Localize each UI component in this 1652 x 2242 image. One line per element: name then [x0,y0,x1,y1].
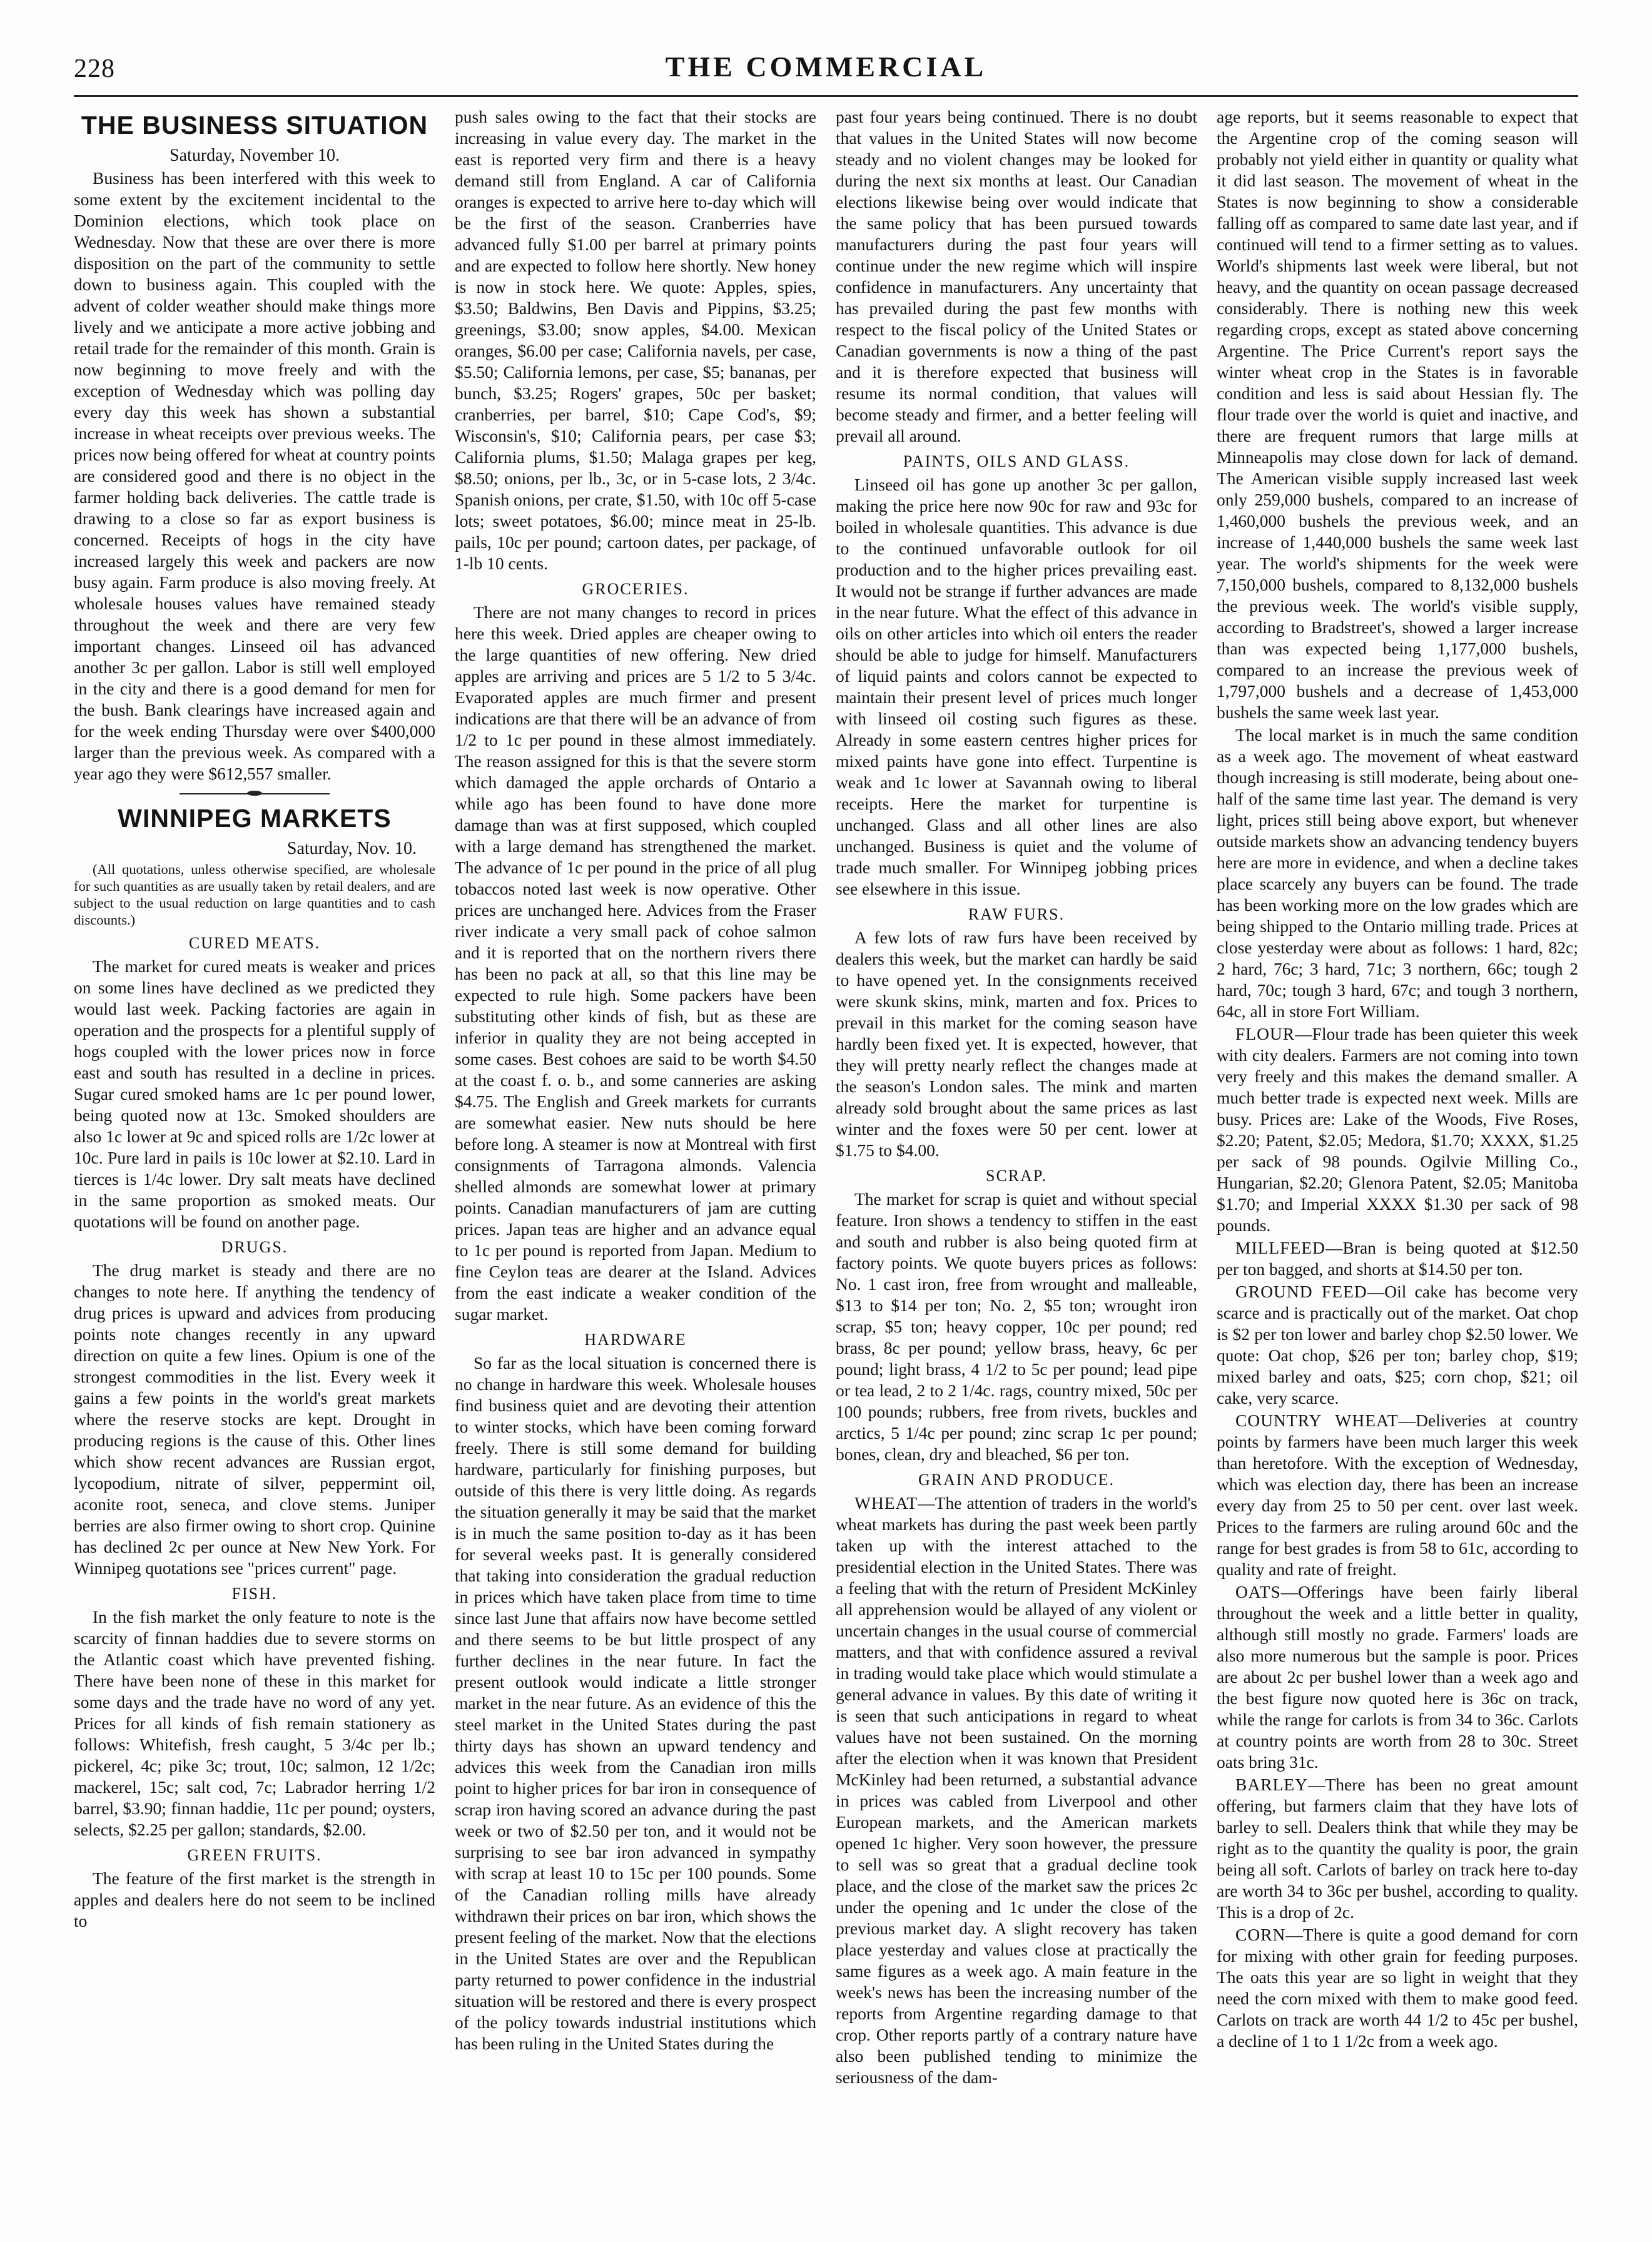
scrap-heading: SCRAP. [986,1167,1047,1185]
raw-furs-heading: RAW FURS. [968,905,1065,923]
header-rule [74,95,1578,97]
corn-paragraph [1217,1924,1578,2052]
green-fruits-text: The feature of the first market is the strength in apples and dealers here do not seem to be inclined to [74,1869,435,1930]
groceries-heading: GROCERIES. [582,580,689,598]
quotations-note: (All quotations, unless otherwise specified, are wholesale for such quantities as are usually taken by retail dealers, and are subject to the usual reduction on large quantities and to cash discounts.) [74,861,435,928]
corn-text: —There is quite a good demand for corn for mixing with other grain for feeding purposes. The oats this year are so light in weight that they need the corn mixed with them to make good feed. Carlots on track are worth 44 1/2 to 45c per bushel, a decline of 1 to 1 1/2c from a week ago. [1217,1925,1578,2051]
fish-heading: FISH. [231,1585,278,1603]
hardware-continued: past four years being continued. There is no doubt that values in the United States will now become steady and no violent changes may be looked for during the next six months at least. Our Canadian elections likewise being over would indicate that the same policy that has been pursued towards manufacturers during the past four years will continue under the new regime which will inspire confidence in manufacturers. Any uncertainty that has prevailed during the past few months with respect to the fiscal policy of the United States or Canadian governments is now a thing of the past and it is therefore expected that business will resume its normal condition, that values will become steady and firmer, and a better feeling will prevail all around. [836,107,1197,445]
flour-text: —Flour trade has been quieter this week with city dealers. Farmers are not coming into town very freely and this makes the demand smaller. A much better trade is expected next week. Mills are busy. Prices are: Lake of the Woods, Five Roses, $2.20; Patent, $2.05; Medora, $1.70; XXXX, $1.25 per sack of 98 pounds. Ogilvie Milling Co., Hungarian, $2.20; Glenora Patent, $2.05; Manitoba $1.70; and Imperial XXXX $1.30 per sack of 98 pounds. [1217,1024,1578,1235]
hardware-text: So far as the local situation is concerned there is no change in hardware this week. Wholesale houses find business quiet and are devoting their attention to winter stocks, which have been coming forward freely. There is still some demand for building hardware, particularly for finishing purposes, but outside of this there is very little doing. As regards the situation generally it may be said that the market is in much the same position to-day as it has been for several weeks past. It is generally considered that taking into consideration the gradual reduction in prices which have taken place from time to time since last June that affairs now have become settled and there seems to be but little prospect of any further declines in the near future. In fact the present outlook would indicate a little stronger market in the near future. As an evidence of this the steel market in the United States during the past thirty days has shown an upward tendency and advices this week from the Canadian iron mills point to higher prices for bar iron in consequence of scrap iron having scored an advance during the past week or two of $2.50 per ton, and it would not be surprising to see bar iron advanced in sympathy with scrap at least 10 to 15c per 100 pounds. Some of the Canadian rolling mills have already withdrawn their prices on bar iron, which shows the present feeling of the market. Now that the elections in the United States are over and the Republican party returned to power confidence in the industrial situation will be restored and there is every prospect of the policy towards industrial institutions which has been ruling in the United States during the [455,1353,816,2053]
business-article: Business has been interfered with this week to some extent by the excitement incidental to the Dominion elections, which took place on Wednesday. Now that these are over there is more disposition on the part of the community to settle down to business again. This coupled with the advent of colder weather should make things more lively and we anticipate a more active jobbing and retail trade for the remainder of this month. Grain is now beginning to move freely and with the exception of Wednesday which was polling day every day this week has shown a substantial increase in wheat receipts over previous weeks. The prices now being offered for wheat at country points are considered good and there is no object in the farmer holding back deliveries. The cattle trade is drawing to a close so far as export business is concerned. Receipts of hogs in the city have increased largely this week and packers are now busy again. Farm produce is also moving freely. At wholesale houses values have remained steady throughout the week and there are very few important changes. Linseed oil has advanced another 3c per gallon. Labor is still well employed in the city and there is a good demand for men for the bush. Bank clearings have increased again and for the week ending Thursday were over $400,000 larger than the previous week. As compared with a year ago they were $612,557 smaller. [74,168,435,783]
green-fruits-heading: GREEN FRUITS. [187,1846,322,1864]
oats-label: OATS [1235,1582,1281,1601]
scrap-text: The market for scrap is quiet and without special feature. Iron shows a tendency to stiffen in the east and south and rubber is also being quoted firm at factory points. We quote buyers prices as follows: No. 1 cast iron, free from wrought and malleable, $13 to $14 per ton; No. 2, $5 ton; wrought iron scrap, $5 ton; heavy copper, 10c per pound; red brass, 8c per pound; yellow brass, heavy, 6c per pound; light brass, 4 1/2 to 5c per pound; lead pipe or tea lead, 2 to 2 1/4c. rags, country mixed, 50c per 100 pounds; rubbers, free from rivets, buckles and arctics, 5 1/4c per pound; zinc scrap 1c per pound; bones, clean, dry and bleached, $6 per ton. [836,1189,1197,1464]
oats-paragraph [1217,1581,1578,1773]
page-number: 228 [74,54,115,83]
business-situation-title: THE BUSINESS SITUATION [81,111,428,139]
hardware-heading: HARDWARE [584,1331,687,1349]
ground-feed-paragraph [1217,1281,1578,1409]
corn-label: CORN [1235,1925,1286,1944]
business-dateline: Saturday, November 10. [170,146,340,165]
drugs-text: The drug market is steady and there are no changes to note here. If anything the tendency of drug prices is upward and advices from producing points note changes recently in any upward direction on quite a few lines. Opium is one of the strongest commodities in the list. Every week it gains a few points in the world's great markets where the reserve stocks are kept. Drought in producing regions is the cause of this. Other lines which show recent advances are Russian ergot, lycopodium, nitrate of silver, peppermint oil, aconite root, seneca, and clove stems. Juniper berries are also firmer owing to short crop. Quinine has declined 2c per ounce at New New York. For Winnipeg quotations see "prices current" page. [74,1260,435,1578]
paints-oils-glass-heading: PAINTS, OILS AND GLASS. [903,452,1130,470]
drugs-heading: DRUGS. [221,1238,288,1256]
country-wheat-text: —Deliveries at country points by farmers have been much larger this week than heretofore. With the exception of Wednesday, which was election day, there has been an increase every day from 25 to 50 per cent. over last week. Prices to the farmers are ruling around 60c and the range for best grades is from 58 to 61c, according to quality and rate of freight. [1217,1411,1578,1579]
paints-oils-glass-text: Linseed oil has gone up another 3c per gallon, making the price here now 90c for raw and 93c for boiled in wholesale quantities. This advance is due to the continued unfavorable outlook for oil production and to the higher prices prevailing east. It would not be strange if further advances are made in the near future. What the effect of this advance in oils on other articles into which oil enters the reader should be able to judge for himself. Manufacturers of liquid paints and colors cannot be expected to maintain their present level of prices much longer with linseed oil costing such figures as these. Already in some eastern centres higher prices for mixed paints have gone into effect. Turpentine is weak and 1c lower at Savannah owing to liberal receipts. Here the market for turpentine is unchanged. Glass and all other lines are also unchanged. Business is quiet and the volume of trade much smaller. For Winnipeg jobbing prices see elsewhere in this issue. [836,475,1197,898]
millfeed-label: MILLFEED [1235,1238,1325,1257]
millfeed-paragraph [1217,1237,1578,1280]
green-fruits-continued: push sales owing to the fact that their stocks are increasing in value every day. The market in the east is reported very firm and there is a heavy demand still from England. A car of California oranges is expected to arrive here to-day which will be the first of the season. Cranberries have advanced fully $1.00 per barrel at primary points and are expected to follow here shortly. New honey is now in stock here. We quote: Apples, spies, $3.50; Baldwins, Ben Davis and Pippins, $3.25; greenings, $3.00; snow apples, $4.00. Mexican oranges, $6.00 per case; California navels, per case, $5.50; California lemons, per case, $5; bananas, per bunch, $3.25; Rogers' grapes, 50c per basket; cranberries, per barrel, $10; Cape Cod's, $9; Wisconsin's, $10; California pears, per case $3; California plums, $1.50; Malaga grapes per keg, $8.50; onions, per lb., 3c, or in 5-case lots, 2 3/4c. Spanish onions, per crate, $1.50, with 10c off 5-case lots; sweet potatoes, $6.00; mince meat in 25-lb. pails, 10c per pound; cartoon dates, per package, of 1-lb 10 cents. [455,107,816,573]
masthead: THE COMMERCIAL [665,51,987,83]
grain-produce-heading: GRAIN AND PRODUCE. [918,1471,1115,1489]
wheat-paragraph [836,1493,1197,2088]
wheat-text: —The attention of traders in the world's wheat markets has during the past week been partly taken up with the interest attached to the presidential election in the United States. There was a feeling that with the return of President McKinley all apprehension would be allayed of any violent or uncertain changes in the usual course of commercial matters, and that with confidence assured a revival in trading would take place which would stimulate a general advance in values. By this date of writing it is seen that such anticipations in regard to wheat values have not been sustained. On the morning after the election when it was known that President McKinley had been returned, a substantial advance in prices was cabled from Liverpool and other European markets, and the American markets opened 1c higher. Very soon however, the pressure to sell was so great that a gradual decline took place, and the close of the market saw the prices 2c under the opening and 1c under the close of the previous market day. A slight recovery has taken place yesterday and values close at practically the same figures as a week ago. A main feature in the week's news has been the increasing number of the reports from Argentine regarding damage to that crop. Other reports partly of a contrary nature have also been published tending to minimize the seriousness of the dam- [836,1493,1197,2087]
flour-label: FLOUR [1235,1024,1295,1043]
column-3 [836,106,1197,2221]
column-2 [455,106,816,2221]
cured-meats-text: The market for cured meats is weaker and prices on some lines have declined as we predicted they would last week. Packing factories are again in operation and the prospects for a plentiful supply of hogs coupled with the lower prices now in force east and south has resulted in a decline in prices. Sugar cured smoked hams are 1c per pound lower, being quoted now at 13c. Smoked shoulders are also 1c lower at 9c and spiced rolls are 1/2c lower at 10c. Pure lard in pails is 10c lower at $2.10. Lard in tierces is 1/4c lower. Dry salt meats have declined in the same proportion as smoked meats. Our quotations will be found on another page. [74,956,435,1231]
cured-meats-heading: CURED MEATS. [188,934,321,952]
ground-feed-label: GROUND FEED [1235,1282,1367,1301]
column-4 [1217,106,1578,2221]
barley-text: —There has been no great amount offering, but farmers claim that they have lots of barley to sell. Dealers think that while they may be right as to the quantity the quality is poor, the grain being all soft. Carlots of barley on track here to-day are worth 34 to 36c per bushel, according to quality. This is a drop of 2c. [1217,1775,1578,1922]
raw-furs-text: A few lots of raw furs have been received by dealers this week, but the market can hardly be said to have opened yet. In the consignments received were skunk skins, mink, marten and fox. Prices to prevail in this market for the coming season have hardly been fixed yet. It is expected, however, that they will pretty nearly reflect the changes made at the season's London sales. The mink and marten already sold brought about the same prices as last winter and the foxes were 50 per cent. lower at $1.75 to $4.00. [836,928,1197,1160]
wheat-label: WHEAT [854,1493,918,1513]
column-1 [74,106,435,2221]
local-market-text: The local market is in much the same condition as a week ago. The movement of wheat eastward though increasing is still moderate, being about one-half of the same time last year. The demand is very light, prices still being above export, but whenever outside markets show an advancing tendency buyers here are more in evidence, and when a decline takes place scarcely any buyers can be found. The trade has been working more on the low grades which are being shipped to the Ontario milling trade. Prices at close yesterday were about as follows: 1 hard, 82c; 2 hard, 76c; 3 hard, 71c; 3 northern, 66c; tough 2 hard, 70c; tough 3 hard, 67c; and tough 3 northern, 64c, all in store Fort William. [1217,725,1578,1021]
fish-text: In the fish market the only feature to note is the scarcity of finnan haddies due to severe storms on the Atlantic coast which have prevented fishing. There have been none of these in this market for some days and the trade have no word of any yet. Prices for all kinds of fish remain stationery as follows: Whitefish, fresh caught, 5 3/4c per lb.; pickerel, 4c; pike 3c; trout, 10c; salmon, 12 1/2c; mackerel, 15c; salt cod, 7c; Labrador herring 1/2 barrel, $3.90; finnan haddie, 11c per pound; oysters, selects, $2.25 per gallon; standards, $2.00. [74,1607,435,1839]
country-wheat-paragraph [1217,1410,1578,1580]
millfeed-text: —Bran is being quoted at $12.50 per ton bagged, and shorts at $14.50 per ton. [1217,1238,1578,1279]
winnipeg-markets-title: WINNIPEG MARKETS [118,804,392,833]
barley-label: BARLEY [1235,1775,1308,1794]
flour-paragraph [1217,1023,1578,1236]
ground-feed-text: —Oil cake has become very scarce and is practically out of the market. Oat chop is $2 per ton lower and barley chop $2.50 lower. We quote: Oat chop, $26 per ton; barley chop, $19; mixed barley and oats, $25; corn chop, $21; oil cake, very scarce. [1217,1282,1578,1408]
groceries-text: There are not many changes to record in prices here this week. Dried apples are cheaper owing to the large quantities of new offering. New dried apples are arriving and prices are 5 1/2 to 5 3/4c. Evaporated apples are much firmer and present indications are that there will be an advance of from 1/2 to 1c per pound in these almost immediately. The reason assigned for this is that the severe storm which damaged the apple orchards of Ontario a while ago has been found to have done more damage than was at first supposed, which coupled with a large demand has strengthened the market. The advance of 1c per pound in the price of all plug tobaccos noted last week is now operative. Other prices are unchanged here. Advices from the Fraser river indicate a very small pack of cohoe salmon and it is reported that on the northern rivers there has been no pack at all, so that this line may be expected to rule high. Some packers have been substituting other kinds of fish, but as these are inferior in quality they are not being accepted in some cases. Best cohoes are said to be worth $4.50 at the coast f. o. b., and some canneries are asking $4.75. The English and Greek markets for currants are somewhat easier. New nuts should be here before long. A steamer is now at Montreal with first consignments of Tarragona almonds. Valencia shelled almonds are somewhat lower at primary points. Canadian manufacturers of jam are cutting prices. Japan teas are higher and an advance equal to 1c per pound is reported from Japan. Medium to fine Ceylon teas are dearer at the Island. Advices from the east indicate a weaker condition of the sugar market. [455,602,816,1324]
page-header [74,49,1578,93]
oats-text: —Offerings have been fairly liberal throughout the week and a little better in quality, although still mostly no grade. Farmers' loads are also more numerous but the sample is poor. Prices are about 2c per bushel lower than a week ago and the best figure now quoted here is 36c on track, while the range for carlots is from 34 to 36c. Carlots at country points are worth from 28 to 30c. Street oats bring 31c. [1217,1582,1578,1772]
markets-dateline: Saturday, Nov. 10. [286,839,417,858]
country-wheat-label: COUNTRY WHEAT [1235,1411,1399,1430]
wheat-continued: age reports, but it seems reasonable to expect that the Argentine crop of the coming season will probably not yield either in quantity or quality what it did last season. The movement of wheat in the States is now beginning to show a considerable falling off as compared to same date last year, and if continued will tend to a firmer setting as to values. World's shipments last week were liberal, but not heavy, and the quantity on ocean passage decreased considerably. There is nothing new this week regarding crops, except as stated above concerning Argentine. The Price Current's report says the winter wheat crop in the States is in favorable condition and less is said about Hessian fly. The flour trade over the world is quiet and inactive, and there are frequent rumors that large mills at Minneapolis may close down for lack of demand. The American visible supply increased last week only 259,000 bushels, compared to an increase of 1,460,000 bushels the previous week, and an increase of 1,440,000 bushels the same week last year. The world's shipments for the week were 7,150,000 bushels, compared to 8,132,000 bushels the previous week. The world's visible supply, according to Bradstreet's, showed a larger increase than was expected being 1,177,000 bushels, compared to an increase the previous week of 1,797,000 bushels and a decrease of 1,453,000 bushels the same week last year. [1217,107,1578,722]
barley-paragraph [1217,1774,1578,1923]
section-divider [180,793,330,794]
